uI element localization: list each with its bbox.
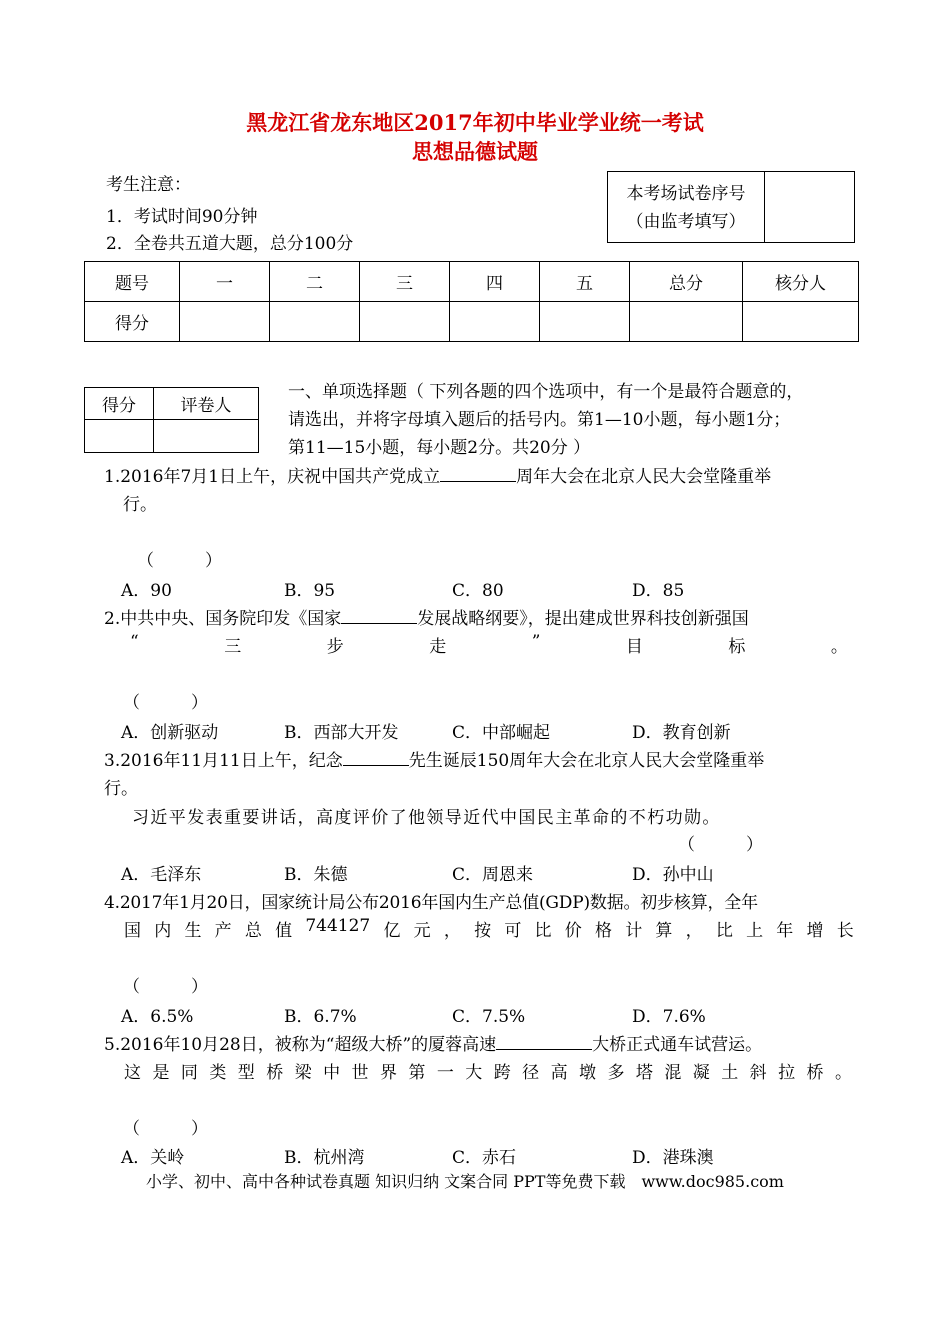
q2-word: 目 bbox=[625, 637, 643, 657]
q2-word: 三 bbox=[224, 637, 242, 657]
q5-word: 类 bbox=[209, 1063, 227, 1083]
section1-instruction-2: 请选出，并将字母填入题后的括号内。第1—10小题，每小题1分； bbox=[288, 410, 791, 430]
grader-name-label: 评卷人 bbox=[154, 388, 259, 420]
q4-word: 按 bbox=[474, 921, 492, 941]
section1-instruction-1: 一、单项选择题（ 下列各题的四个选项中，有一个是最符合题意的， bbox=[288, 382, 804, 402]
serial-label: 本考场试卷序号 bbox=[626, 184, 746, 204]
footer-text: 小学、初中、高中各种试卷真题 知识归纳 文案合同 PPT等免费下载 www.doc985.com bbox=[146, 1172, 784, 1191]
question-3-option-b[interactable]: B．朱德 bbox=[284, 865, 348, 885]
q5-word: 型 bbox=[237, 1063, 255, 1083]
question-1-option-b[interactable]: B．95 bbox=[284, 581, 336, 601]
q5-word: 径 bbox=[522, 1063, 540, 1083]
q4-word: 格 bbox=[594, 921, 612, 941]
q4-word: ， bbox=[443, 921, 461, 941]
grader-name-cell[interactable] bbox=[154, 420, 259, 453]
score-header-cell: 四 bbox=[450, 262, 540, 302]
q5-word: 桥 bbox=[806, 1063, 824, 1083]
question-1-blank[interactable] bbox=[440, 466, 516, 482]
q4-word: 产 bbox=[214, 921, 232, 941]
question-3-answer-paren[interactable]: （ ） bbox=[678, 835, 763, 855]
question-3-stem-cont-2: 习近平发表重要讲话，高度评价了他领导近代中国民主革命的不朽功勋。 bbox=[132, 808, 721, 828]
q5-word: 塔 bbox=[635, 1063, 653, 1083]
question-2-option-c[interactable]: C．中部崛起 bbox=[452, 723, 551, 743]
score-table-score-row bbox=[85, 302, 859, 342]
score-header-cell: 题号 bbox=[85, 262, 180, 302]
q5-word: 大 bbox=[465, 1063, 483, 1083]
score-header-cell: 五 bbox=[540, 262, 630, 302]
q4-word: 内 bbox=[154, 921, 172, 941]
question-4-option-d[interactable]: D．7.6% bbox=[632, 1007, 706, 1027]
question-1-stem bbox=[104, 462, 771, 487]
q2-word: “ bbox=[130, 632, 139, 652]
question-2-option-b[interactable]: B．西部大开发 bbox=[284, 723, 399, 743]
question-1-answer-paren[interactable]: （ ） bbox=[137, 551, 222, 571]
q5-word: 多 bbox=[607, 1063, 625, 1083]
question-5-option-d[interactable]: D．港珠澳 bbox=[632, 1148, 714, 1168]
q5-word: 跨 bbox=[493, 1063, 511, 1083]
notice-heading: 考生注意： bbox=[106, 175, 191, 195]
grader-score-cell[interactable] bbox=[85, 420, 154, 453]
q2-word: 步 bbox=[326, 637, 344, 657]
q5-word: 界 bbox=[379, 1063, 397, 1083]
serial-label-cell bbox=[608, 172, 765, 243]
score-cell[interactable] bbox=[270, 302, 360, 342]
question-3-stem bbox=[104, 746, 764, 771]
q5-word: 同 bbox=[180, 1063, 198, 1083]
q5-word: 拉 bbox=[778, 1063, 796, 1083]
score-header-cell: 二 bbox=[270, 262, 360, 302]
question-5-stem bbox=[104, 1030, 762, 1055]
question-3-option-c[interactable]: C．周恩来 bbox=[452, 865, 534, 885]
question-4-option-a[interactable]: A．6.5% bbox=[121, 1007, 194, 1027]
q2-word: 标 bbox=[728, 637, 746, 657]
q5-word: 第 bbox=[408, 1063, 426, 1083]
score-cell[interactable] bbox=[630, 302, 743, 342]
question-5-option-a[interactable]: A．关岭 bbox=[121, 1148, 185, 1168]
score-cell[interactable] bbox=[540, 302, 630, 342]
q5-word: 是 bbox=[152, 1063, 170, 1083]
score-row-label: 得分 bbox=[85, 302, 180, 342]
q5-word: 这 bbox=[124, 1063, 141, 1083]
q2-word: 。 bbox=[830, 637, 848, 657]
grader-box bbox=[84, 387, 259, 453]
question-2-option-d[interactable]: D．教育创新 bbox=[632, 723, 731, 743]
q5-word: 世 bbox=[351, 1063, 369, 1083]
question-5-blank[interactable] bbox=[496, 1034, 592, 1050]
score-cell[interactable] bbox=[450, 302, 540, 342]
score-header-cell: 核分人 bbox=[743, 262, 859, 302]
exam-title: 黑龙江省龙东地区2017年初中毕业学业统一考试 bbox=[246, 110, 704, 135]
q5-word: 土 bbox=[721, 1063, 739, 1083]
q5-word: 梁 bbox=[294, 1063, 312, 1083]
section1-instruction-3: 第11—15小题，每小题2分。共20分 ） bbox=[288, 438, 591, 458]
question-1-text-a: 1.2016年7月1日上午，庆祝中国共产党成立 bbox=[104, 467, 441, 487]
q5-word: 混 bbox=[664, 1063, 682, 1083]
question-3-text-a: 3.2016年11月11日上午，纪念 bbox=[104, 751, 343, 771]
question-1-option-c[interactable]: C．80 bbox=[452, 581, 504, 601]
q4-word: ， bbox=[685, 921, 703, 941]
q4-word: 744127 bbox=[305, 916, 371, 936]
question-2-answer-paren[interactable]: （ ） bbox=[123, 693, 208, 713]
serial-value-cell[interactable] bbox=[765, 172, 855, 243]
question-4-stem: 4.2017年1月20日，国家统计局公布2016年国内生产总值(GDP)数据。初步核算，全年 bbox=[104, 893, 758, 913]
q5-word: 。 bbox=[834, 1063, 852, 1083]
question-2-stem-cont bbox=[130, 632, 848, 657]
question-2-text-b: 发展战略纲要》，提出建成世界科技创新强国 bbox=[417, 609, 749, 629]
q4-word: 增 bbox=[806, 921, 824, 941]
q5-word: 桥 bbox=[266, 1063, 284, 1083]
question-1-option-d[interactable]: D．85 bbox=[632, 581, 685, 601]
question-2-option-a[interactable]: A．创新驱动 bbox=[121, 723, 219, 743]
score-header-cell: 一 bbox=[180, 262, 270, 302]
q4-word: 比 bbox=[534, 921, 552, 941]
score-cell[interactable] bbox=[180, 302, 270, 342]
q4-word: 可 bbox=[504, 921, 522, 941]
q5-word: 高 bbox=[550, 1063, 568, 1083]
q5-word: 墩 bbox=[579, 1063, 596, 1083]
q4-word: 价 bbox=[564, 921, 582, 941]
question-3-option-a[interactable]: A．毛泽东 bbox=[121, 865, 202, 885]
q5-word: 凝 bbox=[692, 1063, 710, 1083]
q4-word: 长 bbox=[836, 921, 854, 941]
q5-word: 中 bbox=[323, 1063, 341, 1083]
q4-word: 上 bbox=[746, 921, 764, 941]
notice-item-1: 1．考试时间90分钟 bbox=[106, 207, 258, 227]
question-5-option-b[interactable]: B．杭州湾 bbox=[284, 1148, 365, 1168]
question-5-option-c[interactable]: C．赤石 bbox=[452, 1148, 517, 1168]
question-3-text-b: 先生诞辰150周年大会在北京人民大会堂隆重举 bbox=[408, 751, 765, 771]
q2-word: ” bbox=[531, 632, 541, 652]
q4-word: 计 bbox=[625, 921, 643, 941]
exam-subtitle: 思想品德试题 bbox=[412, 139, 538, 164]
q4-word: 算 bbox=[655, 921, 673, 941]
q4-word: 值 bbox=[275, 921, 293, 941]
notice-item-2: 2．全卷共五道大题，总分100分 bbox=[106, 234, 354, 254]
q5-word: 斜 bbox=[749, 1063, 767, 1083]
question-1-option-a[interactable]: A．90 bbox=[121, 581, 172, 601]
score-table-header-row bbox=[85, 262, 859, 302]
q4-word: 比 bbox=[715, 921, 733, 941]
question-5-text-b: 大桥正式通车试营运。 bbox=[592, 1035, 763, 1055]
q4-word: 元 bbox=[413, 921, 431, 941]
grader-score-label: 得分 bbox=[85, 388, 154, 420]
q4-word: 年 bbox=[776, 921, 794, 941]
question-4-option-b[interactable]: B．6.7% bbox=[284, 1007, 357, 1027]
q4-word: 国 bbox=[124, 921, 141, 941]
question-3-option-d[interactable]: D．孙中山 bbox=[632, 865, 714, 885]
question-5-text-a: 5.2016年10月28日，被称为“超级大桥”的厦蓉高速 bbox=[104, 1035, 497, 1055]
question-2-stem bbox=[104, 604, 749, 629]
question-1-text-b: 周年大会在北京人民大会堂隆重举 bbox=[516, 467, 772, 487]
q2-word: 走 bbox=[429, 637, 447, 657]
q4-word: 生 bbox=[184, 921, 202, 941]
score-cell[interactable] bbox=[360, 302, 450, 342]
q5-word: 一 bbox=[436, 1063, 454, 1083]
question-1-stem-cont: 行。 bbox=[123, 495, 157, 515]
question-4-option-c[interactable]: C．7.5% bbox=[452, 1007, 526, 1027]
score-header-cell: 总分 bbox=[630, 262, 743, 302]
question-5-stem-cont bbox=[124, 1058, 852, 1083]
question-5-answer-paren[interactable]: （ ） bbox=[123, 1119, 208, 1139]
serial-number-box bbox=[607, 171, 855, 243]
question-4-stem-cont bbox=[124, 916, 854, 941]
question-3-stem-cont: 行。 bbox=[104, 779, 138, 799]
score-table bbox=[84, 261, 859, 342]
question-3-blank[interactable] bbox=[343, 750, 409, 766]
question-2-text-a: 2.中共中央、国务院印发《国家 bbox=[104, 609, 342, 629]
score-cell[interactable] bbox=[743, 302, 859, 342]
q4-word: 总 bbox=[244, 921, 262, 941]
serial-note: （由监考填写） bbox=[626, 212, 746, 232]
q4-word: 亿 bbox=[383, 921, 401, 941]
question-2-blank[interactable] bbox=[341, 608, 417, 624]
score-header-cell: 三 bbox=[360, 262, 450, 302]
question-4-answer-paren[interactable]: （ ） bbox=[123, 977, 208, 997]
